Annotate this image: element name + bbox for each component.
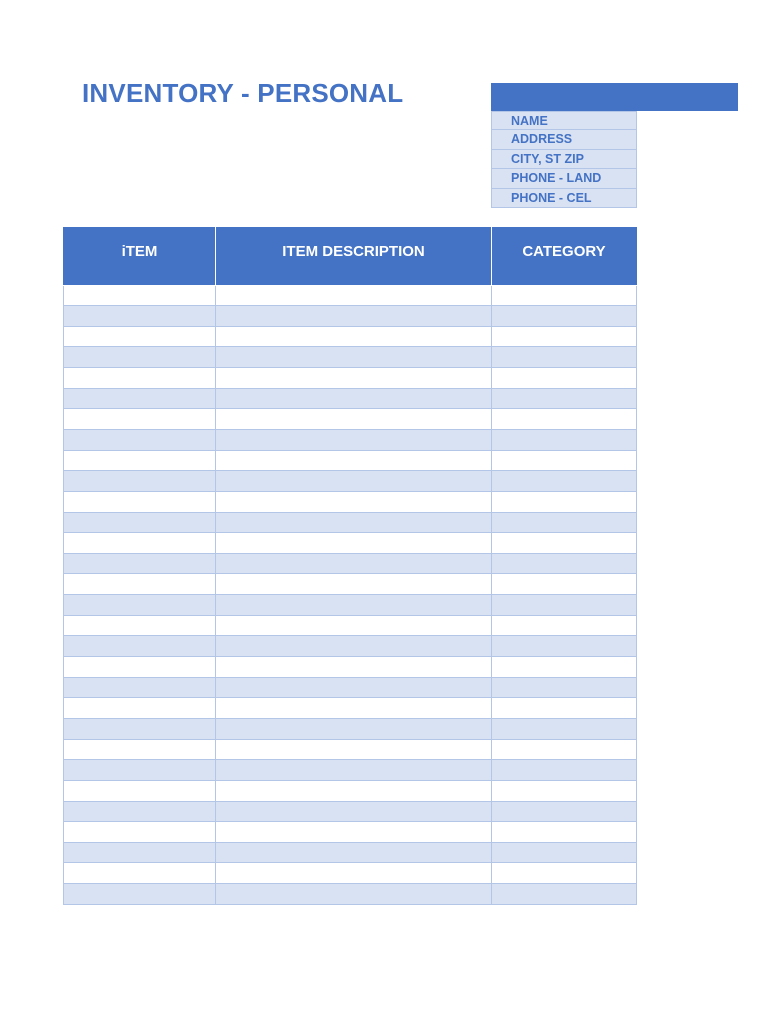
table-row [64,533,637,554]
cell-item-description[interactable] [216,553,492,574]
cell-item-description[interactable] [216,636,492,657]
cell-item-description[interactable] [216,822,492,843]
cell-item-description[interactable] [216,533,492,554]
table-row [64,615,637,636]
table-row [64,863,637,884]
table-row [64,450,637,471]
contact-field-phone-land[interactable]: PHONE - LAND [491,169,637,188]
cell-category[interactable] [492,780,637,801]
cell-item-description[interactable] [216,657,492,678]
cell-item-description[interactable] [216,863,492,884]
cell-item-description[interactable] [216,388,492,409]
cell-item[interactable] [64,636,216,657]
cell-item[interactable] [64,739,216,760]
cell-item[interactable] [64,326,216,347]
cell-item-description[interactable] [216,574,492,595]
table-row [64,718,637,739]
cell-category[interactable] [492,388,637,409]
table-header-row [64,227,637,285]
cell-category[interactable] [492,553,637,574]
table-row [64,388,637,409]
contact-field-phone-cel[interactable]: PHONE - CEL [491,189,637,208]
cell-item[interactable] [64,347,216,368]
cell-item-description[interactable] [216,801,492,822]
table-row [64,553,637,574]
cell-category[interactable] [492,533,637,554]
cell-category[interactable] [492,450,637,471]
cell-item[interactable] [64,615,216,636]
cell-category[interactable] [492,822,637,843]
cell-item-description[interactable] [216,306,492,327]
table-row [64,326,637,347]
cell-category[interactable] [492,615,637,636]
cell-category[interactable] [492,863,637,884]
cell-category[interactable] [492,471,637,492]
cell-item[interactable] [64,574,216,595]
table-row [64,842,637,863]
column-header-item: iTEM [64,227,216,285]
table-row [64,657,637,678]
table-row [64,884,637,905]
cell-item[interactable] [64,780,216,801]
contact-field-address[interactable]: ADDRESS [491,130,637,149]
cell-category[interactable] [492,657,637,678]
cell-item-description[interactable] [216,512,492,533]
cell-item-description[interactable] [216,718,492,739]
cell-item[interactable] [64,657,216,678]
table-row [64,368,637,389]
table-row [64,471,637,492]
cell-item-description[interactable] [216,450,492,471]
table-row [64,780,637,801]
cell-category[interactable] [492,429,637,450]
contact-header-bar [491,83,738,111]
cell-item[interactable] [64,368,216,389]
cell-item[interactable] [64,388,216,409]
cell-item-description[interactable] [216,429,492,450]
cell-category[interactable] [492,636,637,657]
cell-category[interactable] [492,718,637,739]
table-row [64,822,637,843]
inventory-table-wrapper [63,227,637,905]
cell-item[interactable] [64,429,216,450]
cell-item[interactable] [64,306,216,327]
cell-category[interactable] [492,306,637,327]
cell-item[interactable] [64,533,216,554]
table-row [64,636,637,657]
table-row [64,429,637,450]
table-row [64,409,637,430]
column-header-category: CATEGORY [492,227,637,285]
table-row [64,574,637,595]
cell-category[interactable] [492,574,637,595]
cell-category[interactable] [492,512,637,533]
table-row [64,801,637,822]
cell-item[interactable] [64,471,216,492]
cell-item-description[interactable] [216,347,492,368]
table-row [64,677,637,698]
cell-item[interactable] [64,718,216,739]
cell-item-description[interactable] [216,326,492,347]
cell-item-description[interactable] [216,285,492,306]
contact-field-name[interactable]: NAME [491,111,637,130]
cell-category[interactable] [492,491,637,512]
cell-item[interactable] [64,595,216,616]
cell-item-description[interactable] [216,698,492,719]
cell-item[interactable] [64,677,216,698]
column-header-item-description: ITEM DESCRIPTION [216,227,492,285]
cell-item[interactable] [64,409,216,430]
cell-item[interactable] [64,285,216,306]
table-row [64,595,637,616]
cell-category[interactable] [492,677,637,698]
cell-category[interactable] [492,326,637,347]
cell-item[interactable] [64,553,216,574]
cell-item-description[interactable] [216,739,492,760]
cell-item-description[interactable] [216,760,492,781]
cell-category[interactable] [492,760,637,781]
cell-item-description[interactable] [216,595,492,616]
cell-item[interactable] [64,491,216,512]
cell-category[interactable] [492,409,637,430]
page-title: INVENTORY - PERSONAL [82,78,404,108]
cell-category[interactable] [492,801,637,822]
cell-item[interactable] [64,801,216,822]
cell-category[interactable] [492,739,637,760]
cell-item-description[interactable] [216,491,492,512]
cell-category[interactable] [492,842,637,863]
cell-item[interactable] [64,698,216,719]
cell-item[interactable] [64,863,216,884]
cell-item-description[interactable] [216,409,492,430]
cell-category[interactable] [492,285,637,306]
cell-item[interactable] [64,884,216,905]
table-row [64,306,637,327]
cell-item-description[interactable] [216,884,492,905]
inventory-table-body [64,285,637,904]
table-row [64,347,637,368]
cell-category[interactable] [492,595,637,616]
cell-item-description[interactable] [216,780,492,801]
contact-fields [491,111,637,208]
cell-category[interactable] [492,698,637,719]
cell-item[interactable] [64,842,216,863]
table-row [64,491,637,512]
cell-category[interactable] [492,368,637,389]
cell-category[interactable] [492,884,637,905]
cell-category[interactable] [492,347,637,368]
table-row [64,512,637,533]
table-row [64,739,637,760]
table-row [64,285,637,306]
table-row [64,760,637,781]
cell-item-description[interactable] [216,471,492,492]
cell-item-description[interactable] [216,615,492,636]
cell-item[interactable] [64,450,216,471]
table-row [64,698,637,719]
cell-item[interactable] [64,822,216,843]
cell-item-description[interactable] [216,677,492,698]
inventory-table [63,227,637,905]
cell-item[interactable] [64,512,216,533]
cell-item[interactable] [64,760,216,781]
cell-item-description[interactable] [216,368,492,389]
contact-field-city-st-zip[interactable]: CITY, ST ZIP [491,150,637,169]
cell-item-description[interactable] [216,842,492,863]
